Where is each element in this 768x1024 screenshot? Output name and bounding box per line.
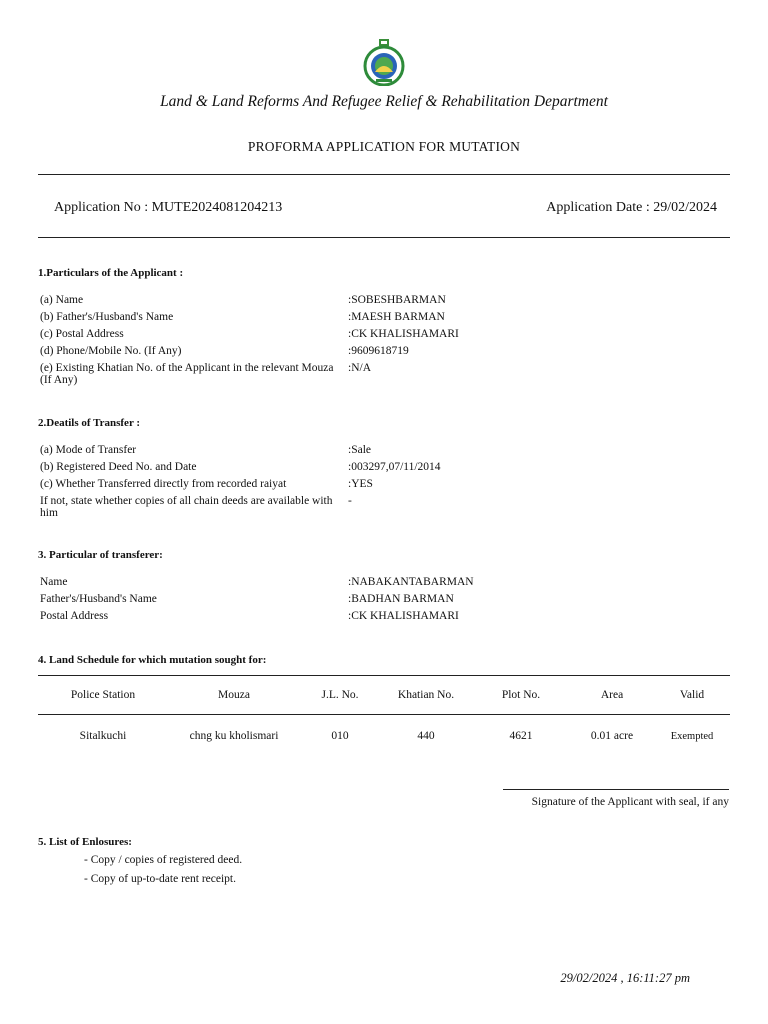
section-heading-transferer: 3. Particular of transferer: — [38, 549, 163, 561]
field-value: :MAESH BARMAN — [348, 311, 445, 323]
divider — [38, 237, 730, 238]
field-label: Father's/Husband's Name — [40, 593, 157, 605]
table-cell: 4621 — [509, 730, 533, 742]
signature-line — [503, 789, 729, 790]
table-cell: chng ku kholismari — [189, 730, 279, 742]
field-value: :CK KHALISHAMARI — [348, 328, 459, 340]
table-cell: 0.01 acre — [590, 730, 634, 742]
field-label: (e) Existing Khatian No. of the Applicant in the relevant Mouza (If Any) — [40, 362, 334, 386]
column-header-jl-no: J.L. No. — [300, 676, 380, 715]
field-value: :CK KHALISHAMARI — [348, 610, 459, 622]
field-value: :9609618719 — [348, 345, 409, 357]
applicant-row-khatian — [40, 362, 730, 386]
applicant-row-phone — [40, 345, 730, 357]
department-name: Land & Land Reforms And Refugee Relief & Rehabilitation Department — [160, 93, 608, 110]
table-cell: Exempted — [670, 730, 714, 742]
field-label: (d) Phone/Mobile No. (If Any) — [40, 345, 182, 357]
column-header-khatian-no: Khatian No. — [380, 676, 472, 715]
section-heading-enclosures: 5. List of Enlosures: — [38, 836, 132, 848]
field-label: (b) Father's/Husband's Name — [40, 311, 174, 323]
page-title: PROFORMA APPLICATION FOR MUTATION — [247, 139, 521, 154]
table-cell: 440 — [417, 730, 435, 742]
government-emblem-icon — [358, 38, 410, 86]
applicant-row-postal-address — [40, 328, 730, 340]
column-header-police-station: Police Station — [38, 676, 168, 715]
field-label: (c) Postal Address — [40, 328, 124, 340]
column-header-area: Area — [570, 676, 654, 715]
field-label: (c) Whether Transferred directly from recorded raiyat — [40, 478, 287, 490]
transferer-row-postal-address — [40, 610, 730, 622]
transfer-row-mode — [40, 444, 730, 456]
enclosure-item: - Copy / copies of registered deed. — [84, 854, 243, 866]
field-label: (a) Name — [40, 294, 84, 306]
field-value: :Sale — [348, 444, 371, 456]
field-value: :SOBESHBARMAN — [348, 294, 446, 306]
table-cell: Sitalkuchi — [79, 730, 127, 742]
transfer-row-direct — [40, 478, 730, 490]
field-label: If not, state whether copies of all chain deeds are available with him — [40, 495, 333, 519]
applicant-row-name — [40, 294, 730, 306]
transfer-row-deed — [40, 461, 730, 473]
field-value: :003297,07/11/2014 — [348, 461, 441, 473]
column-header-valid: Valid — [654, 676, 730, 715]
section-heading-applicant: 1.Particulars of the Applicant : — [38, 267, 184, 279]
transferer-row-name — [40, 576, 730, 588]
field-label: (a) Mode of Transfer — [40, 444, 137, 456]
field-label: Postal Address — [40, 610, 109, 622]
column-header-mouza: Mouza — [168, 676, 300, 715]
transferer-row-father-name — [40, 593, 730, 605]
table-header-row — [38, 676, 730, 715]
divider — [38, 174, 730, 175]
signature-caption: Signature of the Applicant with seal, if any — [531, 796, 729, 808]
enclosure-item: - Copy of up-to-date rent receipt. — [84, 873, 236, 885]
section-heading-land-schedule: 4. Land Schedule for which mutation sought for: — [38, 654, 267, 666]
applicant-row-father-name — [40, 311, 730, 323]
application-number: Application No : MUTE2024081204213 — [54, 200, 283, 215]
column-header-plot-no: Plot No. — [472, 676, 570, 715]
land-schedule-table — [38, 675, 730, 757]
field-value: :NABAKANTABARMAN — [348, 576, 474, 588]
field-value: - — [348, 495, 352, 507]
field-value: :BADHAN BARMAN — [348, 593, 454, 605]
application-date: Application Date : 29/02/2024 — [546, 200, 717, 215]
transfer-row-chain-deeds — [40, 495, 730, 519]
print-timestamp: 29/02/2024 , 16:11:27 pm — [560, 971, 690, 985]
table-row — [38, 715, 730, 758]
table-cell: 010 — [331, 730, 349, 742]
field-value: :N/A — [348, 362, 371, 374]
field-label: Name — [40, 576, 68, 588]
field-value: :YES — [348, 478, 373, 490]
section-heading-transfer: 2.Deatils of Transfer : — [38, 417, 141, 429]
field-label: (b) Registered Deed No. and Date — [40, 461, 197, 473]
